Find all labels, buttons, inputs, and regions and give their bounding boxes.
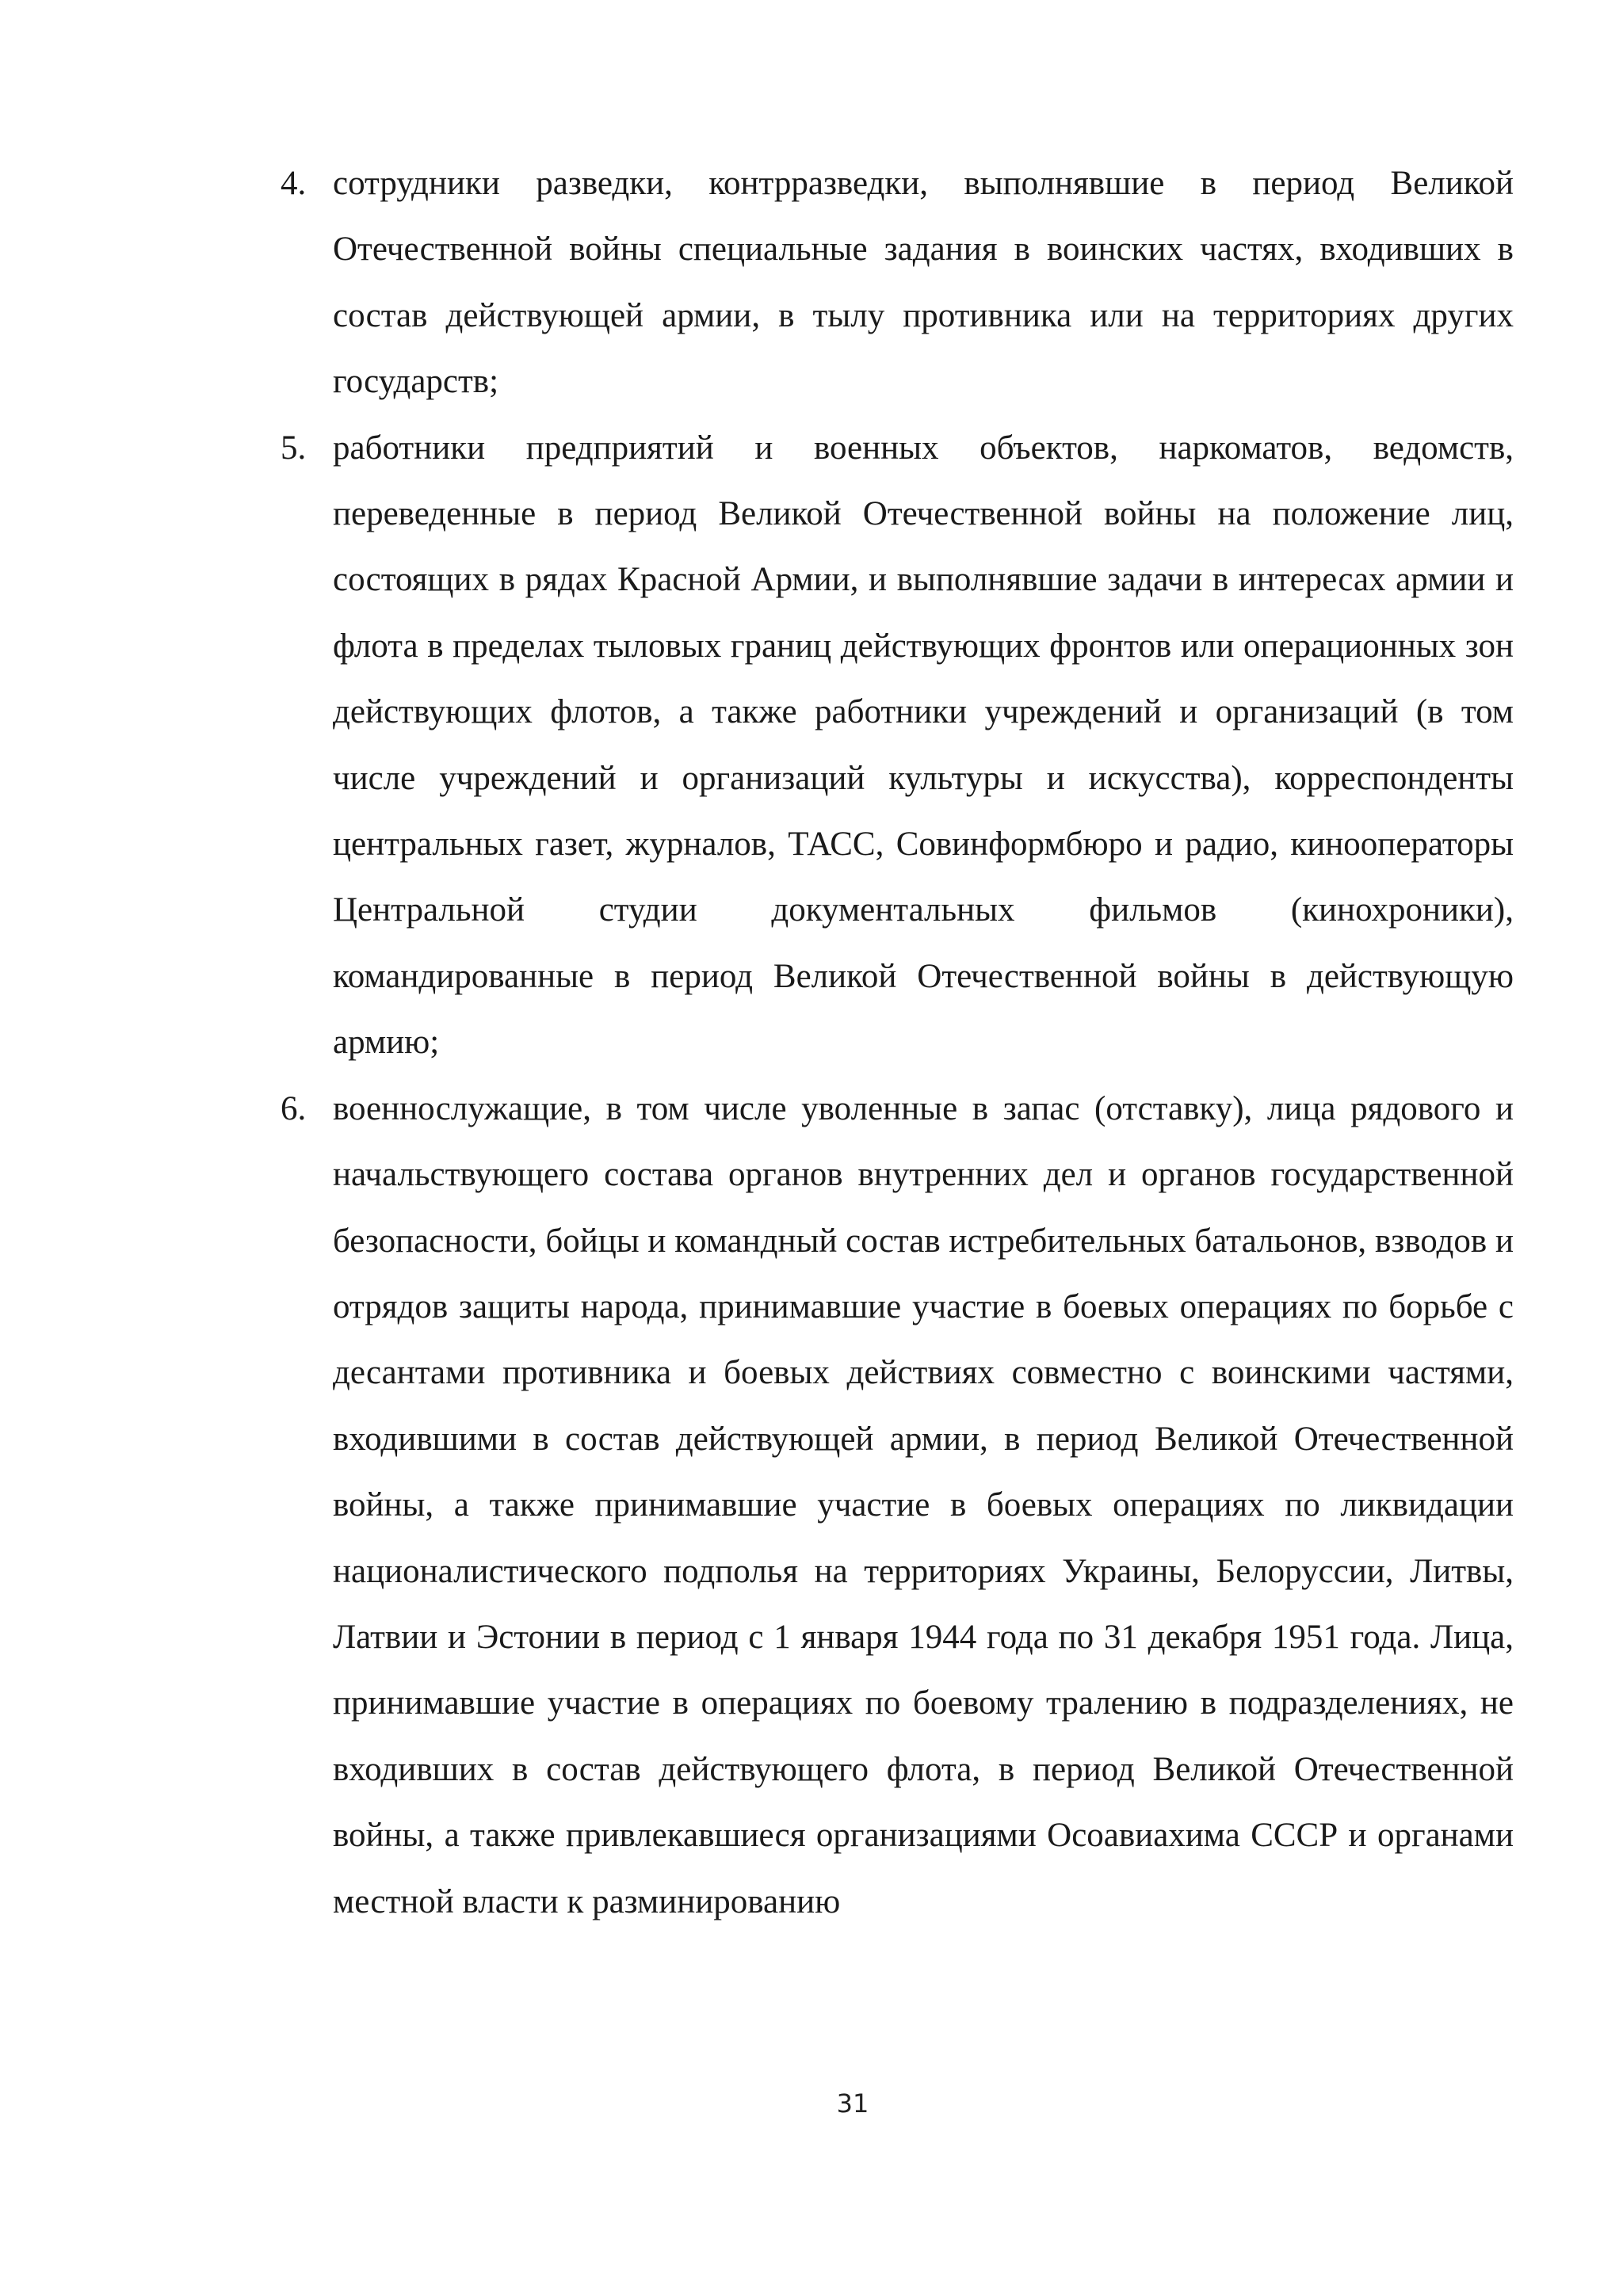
numbered-list [281,151,1514,1935]
list-item-number: 4. [281,165,307,202]
list-item-text: работники предприятий и военных объектов, наркоматов, ведомств, переведенные в период Великой Отечественной войны на положение лиц, состоящих в рядах Красной Армии, и выполнявшие задачи в интересах армии и флота в пределах тыловых границ действующих фронтов или операционных зон действующих флотов, а также работники учреждений и организаций (в том числе учреждений и организаций культуры и искусства), корреспонденты центральных газет, журналов, ТАСС, Совинформбюро и радио, кинооператоры Центральной студии документальных фильмов (кинохроники), командированные в период Великой Отечественной войны в действующую армию; [333,429,1514,1062]
list-item-number: 5. [281,429,307,467]
page-number: 31 [836,2088,869,2119]
list-item-number: 6. [281,1089,307,1127]
list-item-text: сотрудники разведки, контрразведки, выполнявшие в период Великой Отечественной войны специальные задания в воинских частях, входивших в состав действующей армии, в тылу противника или на территориях других государств; [333,165,1514,401]
list-item-4 [281,151,1514,415]
list-item-5 [281,415,1514,1076]
list-item-6 [281,1076,1514,1935]
list-item-text: военнослужащие, в том числе уволенные в запас (отставку), лица рядового и начальствующего состава органов внутренних дел и органов государственной безопасности, бойцы и командный состав истребительных батальонов, взводов и отрядов защиты народа, принимавшие участие в боевых операциях по борьбе с десантами противника и боевых действиях совместно с воинскими частями, входившими в состав действующей армии, в период Великой Отечественной войны, а также принимавшие участие в боевых операциях по ликвидации националистического подполья на территориях Украины, Белоруссии, Литвы, Латвии и Эстонии в период с 1 января 1944 года по 31 декабря 1951 года. Лица, принимавшие участие в операциях по боевому тралению в подразделениях, не входивших в состав действующего флота, в период Великой Отечественной войны, а также привлекавшиеся организациями Осоавиахима СССР и органами местной власти к разминированию [333,1089,1514,1920]
